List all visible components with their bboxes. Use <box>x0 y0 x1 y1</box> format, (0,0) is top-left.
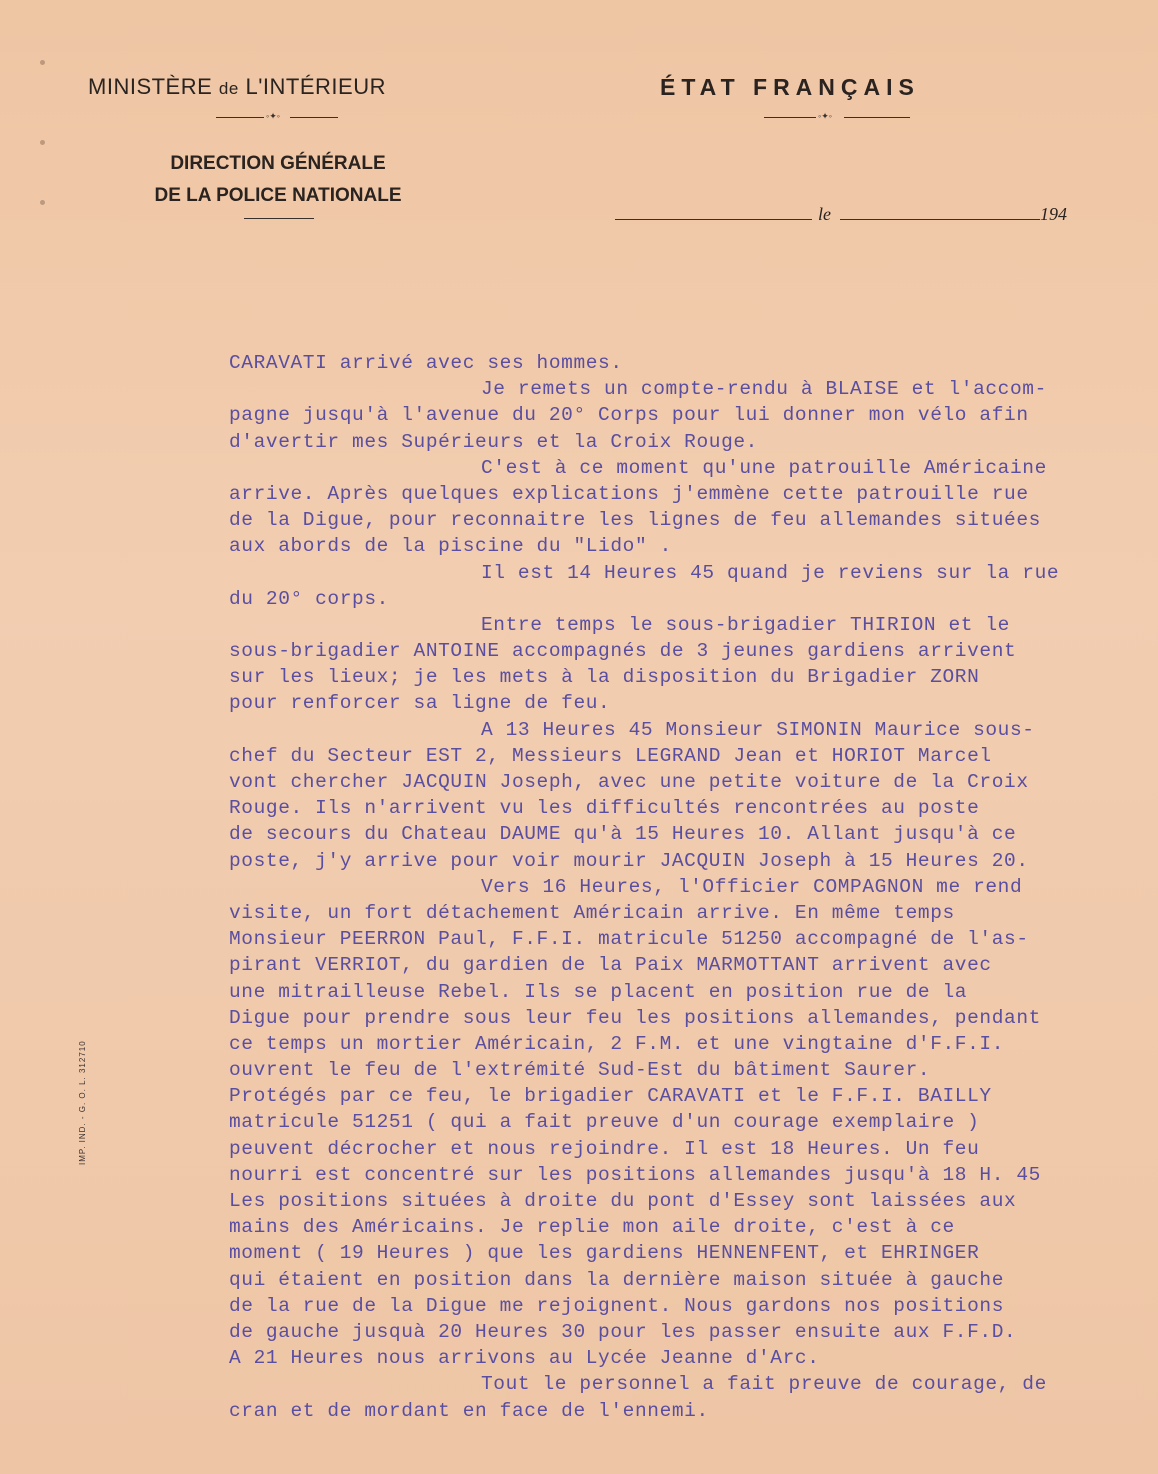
date-line <box>840 219 1040 220</box>
state-header: ÉTAT FRANÇAIS <box>660 74 920 100</box>
typed-line-text: nourri est concentré sur les positions allemandes jusqu'à 18 H. 45 <box>229 1163 1041 1186</box>
typed-line-text: arrive. Après quelques explications j'emmène cette patrouille rue <box>229 482 1029 505</box>
typed-line-text: A 21 Heures nous arrivons au Lycée Jeanne d'Arc. <box>229 1347 820 1370</box>
typed-line-text: visite, un fort détachement Américain arrive. En même temps <box>229 901 955 924</box>
typed-line-text: ouvrent le feu de l'extrémité Sud-Est du bâtiment Saurer. <box>229 1059 931 1082</box>
typed-line-text: mains des Américains. Je replie mon aile droite, c'est à ce <box>229 1216 955 1239</box>
typed-line-text: Vers 16 Heures, l'Officier COMPAGNON me rend <box>481 875 1023 898</box>
typed-line-text: Tout le personnel a fait preuve de courage, de <box>481 1373 1047 1396</box>
divider-rule <box>290 117 338 118</box>
typed-line-text: moment ( 19 Heures ) que les gardiens HENNENFENT, et EHRINGER <box>229 1242 980 1265</box>
ornament-icon: ◦✦◦ <box>818 111 832 121</box>
typed-line <box>229 376 1149 402</box>
typed-line-text: CARAVATI arrivé avec ses hommes. <box>229 352 623 374</box>
typed-line <box>229 1109 1149 1135</box>
typed-line <box>229 560 1149 586</box>
typed-line <box>229 1240 1149 1266</box>
typed-line <box>229 795 1149 821</box>
date-year: 194 <box>1040 204 1067 224</box>
typed-line <box>229 1398 1149 1424</box>
typed-line <box>229 1136 1149 1162</box>
typed-line-text: du 20° corps. <box>229 587 389 610</box>
typed-line <box>229 481 1149 507</box>
typed-line <box>229 664 1149 690</box>
typed-line-text: aux abords de la piscine du "Lido" . <box>229 535 672 558</box>
typed-line <box>229 1083 1149 1109</box>
typed-line <box>229 1319 1149 1345</box>
ministry-name-part1: MINISTÈRE <box>88 74 213 99</box>
date-le: le <box>818 204 831 224</box>
typed-line <box>229 1214 1149 1240</box>
typed-line <box>229 455 1149 481</box>
typed-line-text: qui étaient en position dans la dernière maison située à gauche <box>229 1268 1005 1291</box>
typed-line-text: A 13 Heures 45 Monsieur SIMONIN Maurice sous- <box>481 718 1035 741</box>
typed-line-text: Rouge. Ils n'arrivent vu les difficultés rencontrées au poste <box>229 797 980 820</box>
typed-line-text: Entre temps le sous-brigadier THIRION et le <box>481 613 1010 636</box>
date-place-line <box>615 219 812 220</box>
typed-line <box>229 638 1149 664</box>
typed-line <box>229 979 1149 1005</box>
ministry-name-part2: L'INTÉRIEUR <box>245 74 386 99</box>
typed-line <box>229 1188 1149 1214</box>
typed-line-text: peuvent décrocher et nous rejoindre. Il est 18 Heures. Un feu <box>229 1137 980 1160</box>
typed-line <box>229 1293 1149 1319</box>
typed-line <box>229 1345 1149 1371</box>
typed-report-body <box>229 350 1149 1424</box>
typed-line-text: Digue pour prendre sous leur feu les positions allemandes, pendant <box>229 1006 1041 1029</box>
typed-line-text: vont chercher JACQUIN Joseph, avec une petite voiture de la Croix <box>229 771 1029 793</box>
divider-rule <box>844 117 910 118</box>
typed-line <box>229 717 1149 743</box>
divider-rule <box>764 117 816 118</box>
typed-line <box>229 874 1149 900</box>
typed-line-text: de secours du Chateau DAUME qu'à 15 Heures 10. Allant jusqu'à ce <box>229 823 1017 846</box>
ministry-de: de <box>218 79 239 98</box>
typed-line <box>229 1057 1149 1083</box>
typed-line <box>229 586 1149 612</box>
typed-line <box>229 952 1149 978</box>
divider-rule <box>244 218 314 219</box>
typed-line <box>229 402 1149 428</box>
typed-line <box>229 429 1149 455</box>
typed-line-text: de gauche jusquà 20 Heures 30 pour les passer ensuite aux F.F.D. <box>229 1320 1017 1343</box>
typed-line-text: Il est 14 Heures 45 quand je reviens sur la rue <box>481 561 1060 584</box>
typed-line-text: d'avertir mes Supérieurs et la Croix Rouge. <box>229 430 758 453</box>
punch-mark <box>40 140 45 145</box>
typed-line-text: Protégés par ce feu, le brigadier CARAVATI et le F.F.I. BAILLY <box>229 1085 992 1108</box>
typed-line <box>229 690 1149 716</box>
typed-line <box>229 743 1149 769</box>
typed-line-text: ce temps un mortier Américain, 2 F.M. et une vingtaine d'F.F.I. <box>229 1032 1005 1055</box>
direction-header <box>108 148 448 212</box>
typed-line <box>229 848 1149 874</box>
typed-line-text: C'est à ce moment qu'une patrouille Américaine <box>481 456 1047 479</box>
typed-line-text: Je remets un compte-rendu à BLAISE et l'accom- <box>481 378 1047 401</box>
typed-line-text: de la Digue, pour reconnaitre les lignes de feu allemandes situées <box>229 509 1041 532</box>
typed-line <box>229 1005 1149 1031</box>
typed-line-text: de la rue de la Digue me rejoignent. Nous gardons nos positions <box>229 1294 1005 1317</box>
direction-line-1: DIRECTION GÉNÉRALE <box>170 153 386 174</box>
typed-line-text: cran et de mordant en face de l'ennemi. <box>229 1399 709 1422</box>
punch-mark <box>40 200 45 205</box>
typed-line <box>229 507 1149 533</box>
typed-line-text: pirant VERRIOT, du gardien de la Paix MARMOTTANT arrivent avec <box>229 954 992 977</box>
typed-line <box>229 350 1149 376</box>
ministry-header <box>88 74 468 100</box>
typed-line-text: sur les lieux; je les mets à la disposition du Brigadier ZORN <box>229 666 980 689</box>
punch-mark <box>40 60 45 65</box>
typed-line-text: une mitrailleuse Rebel. Ils se placent en position rue de la <box>229 980 968 1003</box>
typed-line-text: pagne jusqu'à l'avenue du 20° Corps pour lui donner mon vélo afin <box>229 404 1029 427</box>
typed-line <box>229 821 1149 847</box>
divider-rule <box>216 117 264 118</box>
typed-line-text: matricule 51251 ( qui a fait preuve d'un courage exemplaire ) <box>229 1111 980 1134</box>
typed-line <box>229 1031 1149 1057</box>
ornament-icon: ◦✦◦ <box>266 111 280 121</box>
typed-line <box>229 926 1149 952</box>
typed-line <box>229 612 1149 638</box>
typed-line <box>229 1162 1149 1188</box>
typed-line <box>229 900 1149 926</box>
typed-line-text: poste, j'y arrive pour voir mourir JACQUIN Joseph à 15 Heures 20. <box>229 849 1029 872</box>
direction-line-2: DE LA POLICE NATIONALE <box>154 185 402 206</box>
typed-line <box>229 769 1149 795</box>
typed-line-text: Les positions situées à droite du pont d'Essey sont laissées aux <box>229 1190 1017 1212</box>
typed-line <box>229 1267 1149 1293</box>
typed-line-text: chef du Secteur EST 2, Messieurs LEGRAND Jean et HORIOT Marcel <box>229 744 992 767</box>
typed-line-text: Monsieur PEERRON Paul, F.F.I. matricule 51250 accompagné de l'as- <box>229 928 1029 951</box>
print-code: IMP. IND. - G. O. L. 312710 <box>78 1040 87 1165</box>
typed-line <box>229 533 1149 559</box>
typed-line-text: pour renforcer sa ligne de feu. <box>229 692 611 715</box>
typed-line-text: sous-brigadier ANTOINE accompagnés de 3 jeunes gardiens arrivent <box>229 640 1017 663</box>
typed-line <box>229 1371 1149 1397</box>
